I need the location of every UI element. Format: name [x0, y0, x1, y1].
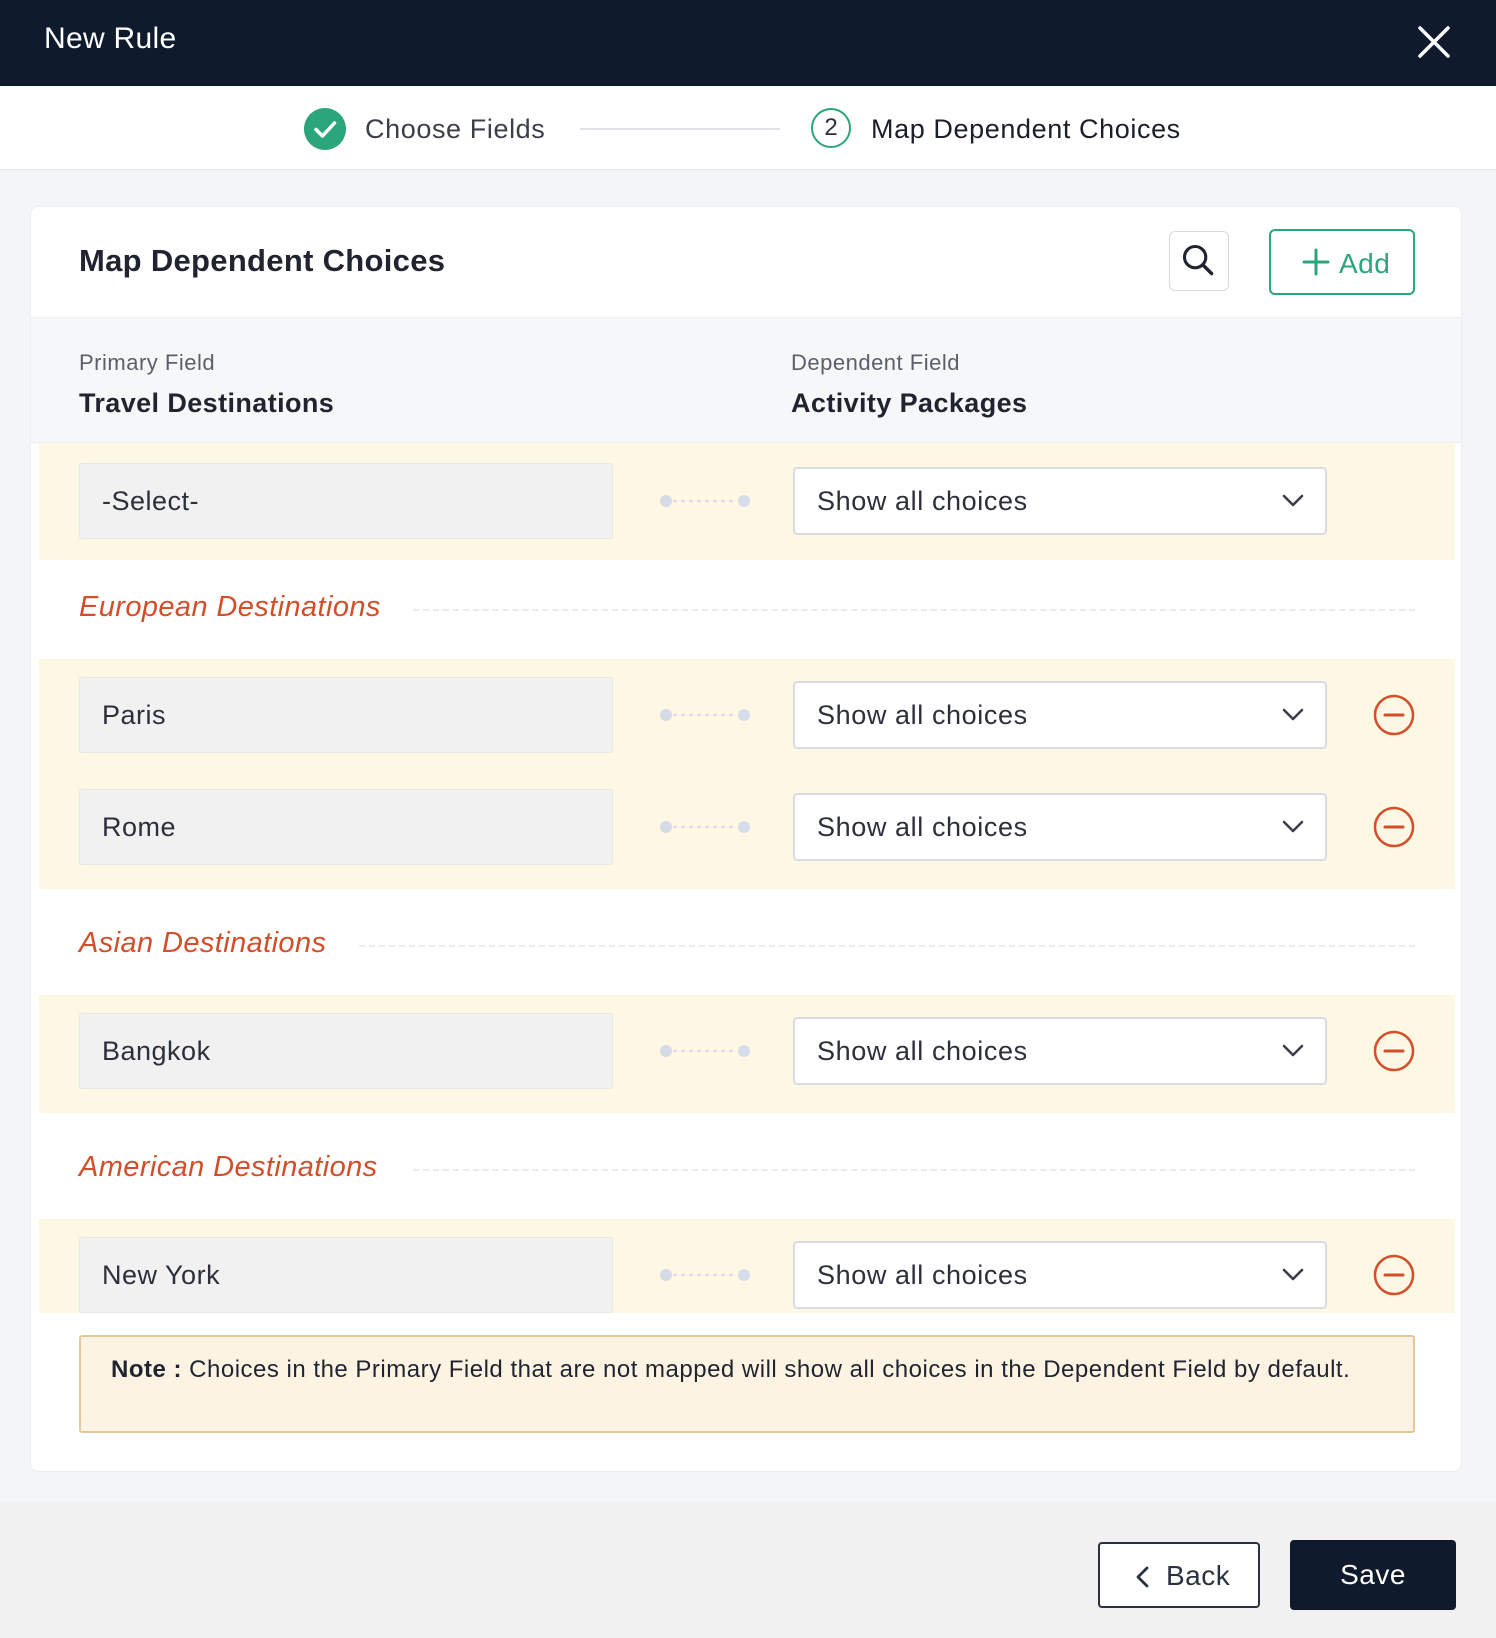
dependent-choice-dropdown[interactable]: [793, 1241, 1327, 1309]
dependent-choice-dropdown[interactable]: [793, 793, 1327, 861]
modal-header: [0, 0, 1496, 86]
chevron-left-icon: [1134, 1565, 1150, 1589]
mapping-list[interactable]: [31, 443, 1462, 1313]
mapping-connector-icon: [659, 708, 751, 722]
dependent-choice-dropdown[interactable]: [793, 1017, 1327, 1085]
primary-field-name: Travel Destinations: [79, 388, 335, 418]
remove-row-icon[interactable]: [1373, 694, 1415, 736]
add-button-label: Add: [1339, 248, 1391, 279]
primary-choice-field: Rome: [79, 789, 613, 865]
mapping-card: [30, 206, 1462, 1472]
group-divider: [413, 609, 1415, 611]
dependent-choice-dropdown[interactable]: [793, 681, 1327, 749]
back-button[interactable]: [1098, 1542, 1260, 1608]
remove-row-icon[interactable]: [1373, 1030, 1415, 1072]
add-mapping-button[interactable]: [1269, 229, 1415, 295]
close-icon[interactable]: [1414, 22, 1454, 62]
primary-choice-select[interactable]: -Select-: [79, 463, 613, 539]
dependent-field-name: Activity Packages: [791, 388, 1028, 418]
dropdown-value: Show all choices: [817, 486, 1028, 516]
remove-row-icon[interactable]: [1373, 1254, 1415, 1296]
chevron-down-icon: [1281, 1265, 1305, 1283]
mapping-connector-icon: [659, 820, 751, 834]
primary-choice-field: Paris: [79, 677, 613, 753]
dependent-field-caption: Dependent Field: [791, 350, 960, 375]
step-number-badge: 2: [811, 108, 851, 148]
dropdown-value: Show all choices: [817, 1036, 1028, 1066]
column-headers: [31, 317, 1462, 443]
step-choose-fields[interactable]: Choose Fields: [365, 114, 546, 144]
search-button[interactable]: [1169, 231, 1229, 291]
dropdown-value: Show all choices: [817, 1260, 1028, 1290]
primary-choice-field: Bangkok: [79, 1013, 613, 1089]
plus-icon: [1301, 245, 1331, 279]
step-map-dependent-choices[interactable]: Map Dependent Choices: [871, 114, 1181, 144]
modal-title: New Rule: [44, 22, 177, 55]
card-title: Map Dependent Choices: [79, 243, 446, 278]
chevron-down-icon: [1281, 491, 1305, 509]
chevron-down-icon: [1281, 705, 1305, 723]
group-title: Asian Destinations: [79, 927, 327, 959]
group-divider: [413, 1169, 1415, 1171]
dropdown-value: Show all choices: [817, 812, 1028, 842]
dropdown-value: Show all choices: [817, 700, 1028, 730]
group-title: American Destinations: [79, 1151, 378, 1183]
mapping-connector-icon: [659, 1044, 751, 1058]
group-title: European Destinations: [79, 591, 381, 623]
remove-row-icon[interactable]: [1373, 806, 1415, 848]
primary-choice-field: New York: [79, 1237, 613, 1313]
primary-field-caption: Primary Field: [79, 350, 216, 375]
info-note: [79, 1335, 1415, 1433]
dependent-choice-dropdown[interactable]: [793, 467, 1327, 535]
note-text: Choices in the Primary Field that are not mapped will show all choices in the Dependent Field by default.: [189, 1356, 1351, 1383]
note-label: Note :: [111, 1356, 182, 1383]
mapping-connector-icon: [659, 494, 751, 508]
search-icon: [1170, 232, 1228, 290]
stepper: [0, 86, 1496, 170]
group-divider: [359, 945, 1415, 947]
mapping-connector-icon: [659, 1268, 751, 1282]
save-button[interactable]: Save: [1290, 1540, 1456, 1610]
chevron-down-icon: [1281, 1041, 1305, 1059]
check-circle-icon: [304, 108, 346, 150]
back-button-label: Back: [1166, 1560, 1231, 1591]
modal-footer: [0, 1502, 1496, 1638]
step-connector: [580, 128, 780, 130]
chevron-down-icon: [1281, 817, 1305, 835]
